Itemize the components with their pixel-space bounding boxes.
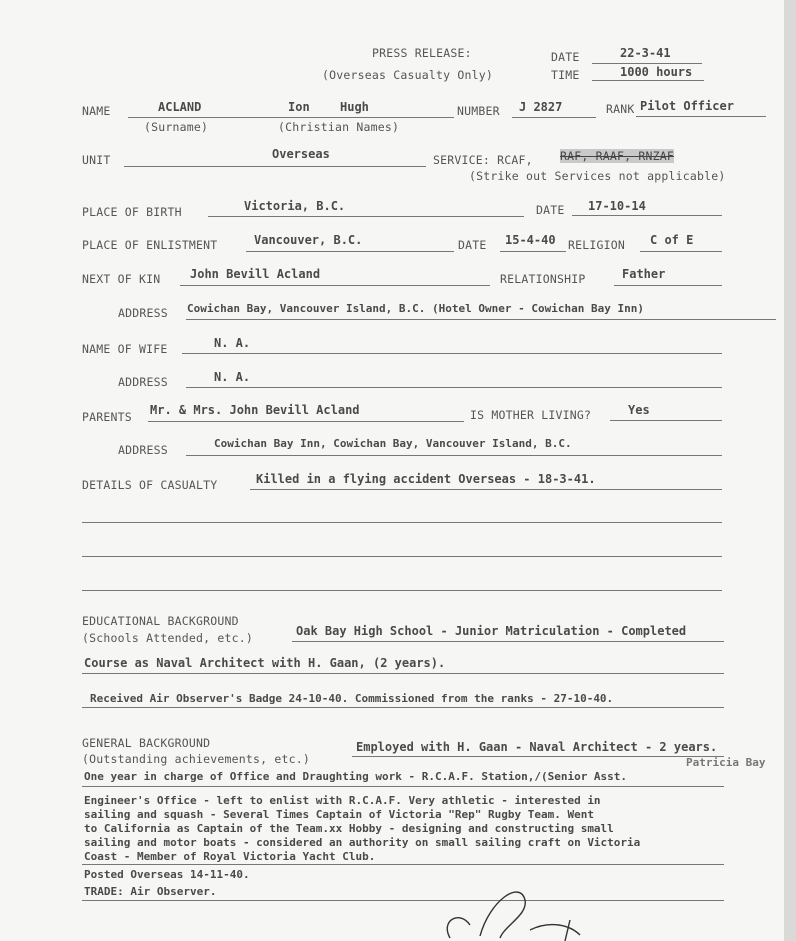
religion-value: C of E — [650, 233, 694, 247]
general-line-7: Coast - Member of Royal Victoria Yacht Club. — [84, 850, 376, 863]
enlist-value: Vancouver, B.C. — [254, 233, 363, 247]
enlist-date-label: DATE — [458, 238, 487, 252]
header-date-label: DATE — [551, 50, 580, 64]
name-label: NAME — [82, 104, 111, 118]
mother-living-label: IS MOTHER LIVING? — [470, 408, 592, 422]
wife-label: NAME OF WIFE — [82, 342, 168, 356]
general-line-8: Posted Overseas 14-11-40. — [84, 868, 250, 881]
rank-value: Pilot Officer — [640, 99, 734, 113]
wife-value: N. A. — [214, 336, 251, 350]
general-line-6: sailing and motor boats - considered an authority on small sailing craft on Victoria — [84, 836, 641, 849]
service-label: SERVICE: RCAF, — [433, 153, 533, 167]
birth-date-label: DATE — [536, 203, 565, 217]
enlist-date-value: 15-4-40 — [505, 233, 556, 247]
header-date-value: 22-3-41 — [620, 46, 671, 60]
kin-address-value: Cowichan Bay, Vancouver Island, B.C. (Hotel Owner - Cowichan Bay Inn) — [187, 302, 644, 315]
education-line-1: Oak Bay High School - Junior Matriculation - Completed — [296, 624, 687, 638]
relationship-label: RELATIONSHIP — [500, 272, 586, 286]
education-line-3: Received Air Observer's Badge 24-10-40. Commissioned from the ranks - 27-10-40. — [90, 692, 614, 705]
unit-label: UNIT — [82, 153, 111, 167]
religion-label: RELIGION — [568, 238, 625, 252]
casualty-label: DETAILS OF CASUALTY — [82, 478, 218, 492]
rank-label: RANK — [606, 102, 635, 116]
signature-mark — [420, 880, 620, 941]
number-label: NUMBER — [457, 104, 500, 118]
given-name-2: Hugh — [340, 100, 369, 114]
wife-address-label: ADDRESS — [118, 375, 168, 389]
education-line-2: Course as Naval Architect with H. Gaan, (2 years). — [84, 656, 446, 670]
enlist-label: PLACE OF ENLISTMENT — [82, 238, 218, 252]
unit-value: Overseas — [272, 147, 330, 161]
header-time-value: 1000 hours — [620, 65, 693, 79]
mother-living-value: Yes — [628, 403, 650, 417]
general-line-3: Engineer's Office - left to enlist with R.C.A.F. Very athletic - interested in — [84, 794, 601, 807]
header-time-label: TIME — [551, 68, 580, 82]
general-sublabel: (Outstanding achievements, etc.) — [82, 752, 310, 766]
general-label: GENERAL BACKGROUND — [82, 736, 211, 750]
general-line-9: TRADE: Air Observer. — [84, 885, 217, 898]
service-struck: RAF, RAAF, RNZAF — [560, 149, 674, 163]
form-subtitle: (Overseas Casualty Only) — [322, 68, 493, 82]
parents-label: PARENTS — [82, 410, 132, 424]
scan-edge — [784, 0, 796, 941]
education-sublabel: (Schools Attended, etc.) — [82, 631, 253, 645]
service-note: (Strike out Services not applicable) — [469, 169, 726, 183]
birth-date-value: 17-10-14 — [588, 199, 646, 213]
general-line-2: One year in charge of Office and Draughting work - R.C.A.F. Station,/(Senior Asst. — [84, 770, 628, 783]
parents-address-value: Cowichan Bay Inn, Cowichan Bay, Vancouver Island, B.C. — [214, 437, 572, 450]
casualty-value: Killed in a flying accident Overseas - 18-3-41. — [256, 472, 596, 486]
given-caption: (Christian Names) — [278, 120, 400, 134]
general-line-1b: Patricia Bay — [686, 756, 766, 769]
relationship-value: Father — [622, 267, 666, 281]
kin-value: John Bevill Acland — [190, 267, 321, 281]
general-line-4: sailing and squash - Several Times Captain of Victoria "Rep" Rugby Team. Went — [84, 808, 594, 821]
given-name-1: Ion — [288, 100, 310, 114]
birth-value: Victoria, B.C. — [244, 199, 346, 213]
birth-label: PLACE OF BIRTH — [82, 205, 182, 219]
parents-address-label: ADDRESS — [118, 443, 168, 457]
kin-label: NEXT OF KIN — [82, 272, 161, 286]
surname-value: ACLAND — [158, 100, 202, 114]
general-line-5: to California as Captain of the Team.xx Hobby - designing and constructing small — [84, 822, 614, 835]
kin-address-label: ADDRESS — [118, 306, 168, 320]
form-title: PRESS RELEASE: — [372, 46, 472, 60]
parents-value: Mr. & Mrs. John Bevill Acland — [150, 403, 360, 417]
wife-address-value: N. A. — [214, 370, 251, 384]
general-line-1: Employed with H. Gaan - Naval Architect - 2 years. — [356, 740, 718, 754]
education-label: EDUCATIONAL BACKGROUND — [82, 614, 239, 628]
number-value: J 2827 — [519, 100, 563, 114]
surname-caption: (Surname) — [144, 120, 209, 134]
